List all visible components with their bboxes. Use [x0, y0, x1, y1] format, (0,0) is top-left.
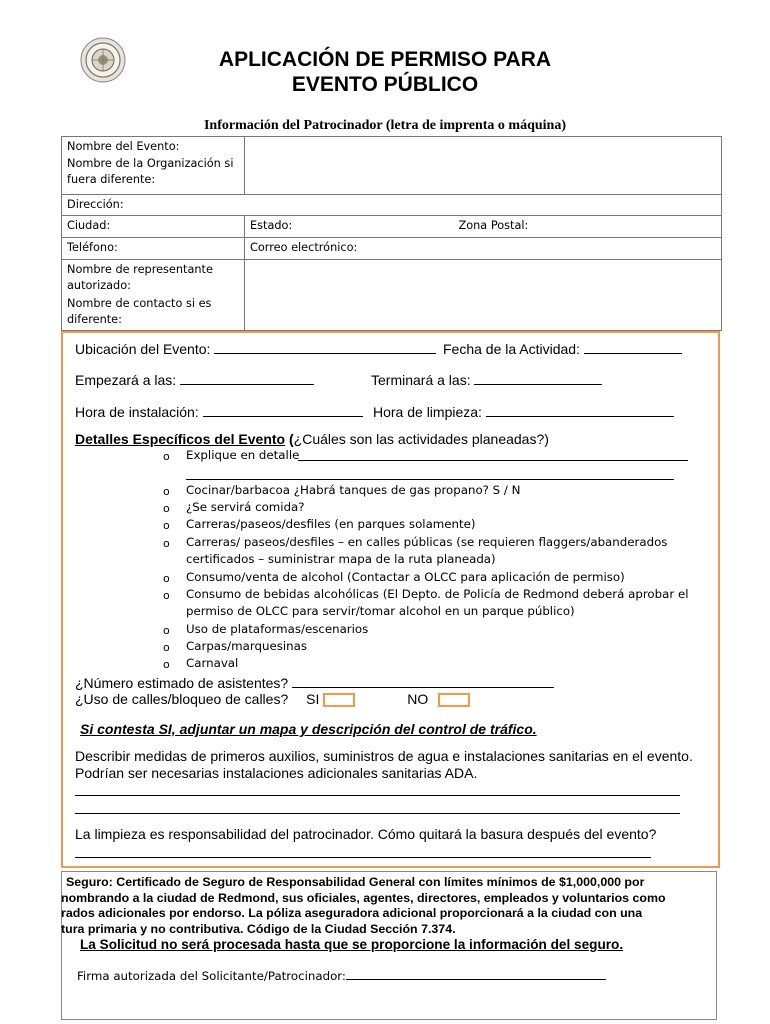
bullet-icon: o — [163, 624, 170, 637]
bullet-icon: o — [163, 589, 170, 602]
insurance-line-2: nombrando a la ciudad de Redmond, sus oficiales, agentes, directores, empleados y voluntarios como — [61, 891, 666, 905]
first-aid-line-1: Describir medidas de primeros auxilios, suministros de agua e instalaciones sanitarias en el evento. — [75, 748, 693, 764]
map-note: Si contesta SI, adjuntar un mapa y descripción del control de tráfico. — [80, 721, 537, 737]
event-name-field[interactable] — [245, 137, 722, 195]
end-time-field[interactable]: Terminará a las: — [371, 371, 602, 388]
bullet-icon: o — [163, 572, 170, 585]
no-option[interactable]: NO — [407, 691, 470, 707]
bullet-icon: o — [163, 537, 170, 550]
explain-line-2[interactable] — [186, 479, 674, 480]
event-date-field[interactable]: Fecha de la Actividad: — [443, 340, 682, 357]
setup-time-field[interactable]: Hora de instalación: — [75, 403, 363, 420]
bullet-icon: o — [163, 641, 170, 654]
sponsor-heading: Información del Patrocinador (letra de imprenta o máquina) — [203, 118, 567, 133]
state-zip-field[interactable]: Estado: Zona Postal: — [245, 216, 722, 238]
cleanup-answer-line[interactable] — [75, 857, 651, 858]
no-checkbox[interactable] — [438, 693, 470, 707]
email-field[interactable]: Correo electrónico: — [245, 238, 722, 260]
insurance-line-4: tura primaria y no contributiva. Código de la Ciudad Sección 7.374. — [61, 922, 456, 936]
bullet-icon: o — [163, 519, 170, 532]
first-aid-answer-line-1[interactable] — [75, 795, 680, 796]
explain-line-1[interactable] — [298, 460, 688, 461]
insurance-line-3: rados adicionales por endorso. La póliza aseguradora adicional proporcionará a la ciudad con una — [61, 906, 643, 920]
list-item[interactable]: Cocinar/barbacoa ¿Habrá tanques de gas propano? S / N — [186, 483, 521, 497]
first-aid-answer-line-2[interactable] — [75, 813, 680, 814]
first-aid-line-2: Podrían ser necesarias instalaciones adicionales sanitarias ADA. — [75, 765, 478, 781]
sponsor-table — [61, 136, 722, 331]
representative-field[interactable] — [245, 260, 722, 331]
insurance-line-1: Seguro: Certificado de Seguro de Responsabilidad General con límites mínimos de $1,000,000 por — [66, 875, 645, 889]
bullet-icon: o — [163, 658, 170, 671]
cleanup-question: La limpieza es responsabilidad del patrocinador. Cómo quitará la basura después del evento? — [75, 826, 657, 842]
page-title: APLICACIÓN DE PERMISO PARA EVENTO PÚBLICO — [218, 48, 552, 96]
list-item: Explique en detalle — [186, 448, 300, 462]
bullet-icon: o — [163, 450, 170, 463]
list-item[interactable]: Carnaval — [186, 656, 239, 670]
address-field[interactable]: Dirección: — [62, 195, 722, 216]
list-item[interactable]: Carreras/ paseos/desfiles – en calles públicas (se requieren flaggers/abanderados — [186, 535, 668, 549]
bullet-icon: o — [163, 485, 170, 498]
bullet-icon: o — [163, 502, 170, 515]
list-item[interactable]: Uso de plataformas/escenarios — [186, 622, 369, 636]
event-details-heading: Detalles Específicos del Evento (¿Cuáles son las actividades planeadas?) — [75, 431, 549, 447]
yes-option[interactable]: SI — [306, 691, 355, 707]
city-field[interactable]: Ciudad: — [62, 216, 245, 238]
start-time-field[interactable]: Empezará a las: — [75, 371, 314, 388]
list-item[interactable]: Consumo de bebidas alcohólicas (El Depto. de Policía de Redmond deberá aprobar el — [186, 587, 689, 601]
attendees-field[interactable]: ¿Número estimado de asistentes? — [75, 674, 554, 691]
signature-field[interactable]: Firma autorizada del Solicitante/Patrocinador: — [77, 967, 606, 983]
list-item[interactable]: Carpas/marquesinas — [186, 639, 308, 653]
insurance-notice: La Solicitud no será procesada hasta que se proporcione la información del seguro. — [80, 937, 624, 952]
phone-field[interactable]: Teléfono: — [62, 238, 245, 260]
list-item[interactable]: ¿Se servirá comida? — [186, 500, 305, 514]
list-item: certificados – suministrar mapa de la ruta planeada) — [186, 552, 496, 566]
list-item[interactable]: Consumo/venta de alcohol (Contactar a OLCC para aplicación de permiso) — [186, 570, 625, 584]
list-item[interactable]: Carreras/paseos/desfiles (en parques solamente) — [186, 517, 476, 531]
cleanup-time-field[interactable]: Hora de limpieza: — [373, 403, 674, 420]
event-location-field[interactable]: Ubicación del Evento: — [75, 340, 436, 357]
street-use-question: ¿Uso de calles/bloqueo de calles? SI NO — [75, 691, 470, 707]
yes-checkbox[interactable] — [323, 693, 355, 707]
list-item: permiso de OLCC para servir/tomar alcohol en un parque público) — [186, 604, 575, 618]
event-name-cell[interactable]: Nombre del Evento: Nombre de la Organización si fuera diferente: — [62, 137, 245, 195]
representative-cell[interactable]: Nombre de representante autorizado: Nombre de contacto si es diferente: — [62, 260, 245, 331]
